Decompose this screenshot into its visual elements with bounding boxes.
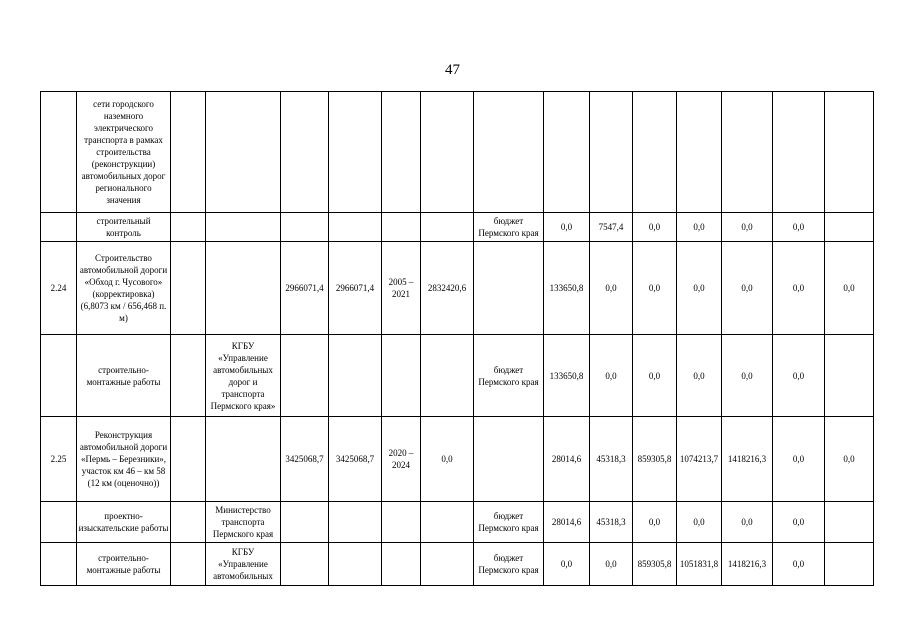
cost-estimate-cell: [329, 502, 382, 543]
value-1-cell: 0,0: [544, 213, 590, 242]
period-cell: 2020 – 2024: [382, 417, 421, 502]
value-3-cell: 859305,8: [633, 543, 677, 586]
value-1-cell: 0,0: [544, 543, 590, 586]
funding-source-cell: бюджет Пермского края: [474, 213, 544, 242]
row-number-cell: [41, 335, 77, 417]
value-5-cell: 1418216,3: [722, 543, 773, 586]
value-7-cell: [825, 92, 874, 213]
table-row: [41, 92, 874, 213]
value-4-cell: 1074213,7: [677, 417, 722, 502]
value-6-cell: 0,0: [773, 335, 825, 417]
value-7-cell: [825, 502, 874, 543]
value-5-cell: 0,0: [722, 242, 773, 335]
value-2-cell: 0,0: [590, 335, 633, 417]
value-5-cell: [722, 92, 773, 213]
value-2-cell: 0,0: [590, 242, 633, 335]
cost-estimate-cell: [329, 213, 382, 242]
table-row: [41, 213, 874, 242]
balance-cell: [421, 335, 474, 417]
executor-cell: [206, 92, 281, 213]
funding-source-cell: [474, 417, 544, 502]
value-3-cell: 0,0: [633, 242, 677, 335]
row-number-cell: [41, 92, 77, 213]
balance-cell: [421, 502, 474, 543]
cost-total-cell: [281, 543, 329, 586]
page-number: 47: [445, 62, 460, 78]
period-cell: [382, 335, 421, 417]
value-5-cell: 0,0: [722, 335, 773, 417]
value-5-cell: 0,0: [722, 213, 773, 242]
value-6-cell: 0,0: [773, 213, 825, 242]
value-6-cell: 0,0: [773, 543, 825, 586]
cost-total-cell: [281, 92, 329, 213]
value-4-cell: 0,0: [677, 335, 722, 417]
funding-source-cell: бюджет Пермского края: [474, 335, 544, 417]
empty-cell-cell: [171, 242, 206, 335]
balance-cell: [421, 92, 474, 213]
executor-cell: КГБУ «Управление автомобильных: [206, 543, 281, 586]
executor-cell: [206, 213, 281, 242]
balance-cell: 0,0: [421, 417, 474, 502]
value-1-cell: 133650,8: [544, 242, 590, 335]
cost-total-cell: [281, 335, 329, 417]
value-7-cell: [825, 543, 874, 586]
period-cell: [382, 502, 421, 543]
cost-estimate-cell: 3425068,7: [329, 417, 382, 502]
value-6-cell: 0,0: [773, 502, 825, 543]
value-2-cell: 45318,3: [590, 417, 633, 502]
period-cell: 2005 – 2021: [382, 242, 421, 335]
cost-estimate-cell: [329, 543, 382, 586]
value-6-cell: 0,0: [773, 417, 825, 502]
value-7-cell: [825, 213, 874, 242]
period-cell: [382, 213, 421, 242]
funding-source-cell: бюджет Пермского края: [474, 502, 544, 543]
row-number-cell: [41, 502, 77, 543]
row-number-cell: [41, 213, 77, 242]
cost-total-cell: [281, 213, 329, 242]
cost-estimate-cell: [329, 335, 382, 417]
item-name-cell: Реконструкция автомобильной дороги «Пермь – Березники», участок км 46 – км 58 (12 км (оценочно)): [77, 417, 171, 502]
cost-total-cell: 2966071,4: [281, 242, 329, 335]
item-name-cell: Строительство автомобильной дороги «Обход г. Чусового» (корректировка) (6,8073 км / 656,468 п. м): [77, 242, 171, 335]
cost-estimate-cell: [329, 92, 382, 213]
balance-cell: 2832420,6: [421, 242, 474, 335]
program-table: [40, 91, 874, 586]
value-2-cell: 45318,3: [590, 502, 633, 543]
table-row: [41, 242, 874, 335]
value-4-cell: 0,0: [677, 242, 722, 335]
value-3-cell: 0,0: [633, 213, 677, 242]
value-5-cell: 1418216,3: [722, 417, 773, 502]
row-number-cell: 2.25: [41, 417, 77, 502]
table-row: [41, 543, 874, 586]
cost-total-cell: 3425068,7: [281, 417, 329, 502]
value-7-cell: [825, 335, 874, 417]
funding-source-cell: бюджет Пермского края: [474, 543, 544, 586]
empty-cell-cell: [171, 92, 206, 213]
value-5-cell: 0,0: [722, 502, 773, 543]
executor-cell: [206, 417, 281, 502]
funding-source-cell: [474, 92, 544, 213]
value-3-cell: 0,0: [633, 335, 677, 417]
table-row: [41, 502, 874, 543]
value-1-cell: 28014,6: [544, 417, 590, 502]
item-name-cell: проектно-изыскательские работы: [77, 502, 171, 543]
table-row: [41, 335, 874, 417]
value-4-cell: 0,0: [677, 502, 722, 543]
value-7-cell: 0,0: [825, 417, 874, 502]
value-4-cell: 1051831,8: [677, 543, 722, 586]
executor-cell: [206, 242, 281, 335]
value-6-cell: [773, 92, 825, 213]
row-number-cell: 2.24: [41, 242, 77, 335]
item-name-cell: строительно-монтажные работы: [77, 543, 171, 586]
value-1-cell: 133650,8: [544, 335, 590, 417]
period-cell: [382, 543, 421, 586]
executor-cell: КГБУ «Управление автомобильных дорог и транспорта Пермского края»: [206, 335, 281, 417]
value-7-cell: 0,0: [825, 242, 874, 335]
period-cell: [382, 92, 421, 213]
item-name-cell: строительно-монтажные работы: [77, 335, 171, 417]
value-3-cell: 0,0: [633, 502, 677, 543]
row-number-cell: [41, 543, 77, 586]
value-3-cell: 859305,8: [633, 417, 677, 502]
executor-cell: Министерство транспорта Пермского края: [206, 502, 281, 543]
value-3-cell: [633, 92, 677, 213]
empty-cell-cell: [171, 502, 206, 543]
cost-total-cell: [281, 502, 329, 543]
value-6-cell: 0,0: [773, 242, 825, 335]
balance-cell: [421, 543, 474, 586]
value-4-cell: 0,0: [677, 213, 722, 242]
item-name-cell: строительный контроль: [77, 213, 171, 242]
value-2-cell: 0,0: [590, 543, 633, 586]
empty-cell-cell: [171, 417, 206, 502]
table-row: [41, 417, 874, 502]
funding-source-cell: [474, 242, 544, 335]
empty-cell-cell: [171, 543, 206, 586]
item-name-cell: сети городского наземного электрического транспорта в рамках строительства (реконструкции) автомобильных дорог регионального значения: [77, 92, 171, 213]
value-4-cell: [677, 92, 722, 213]
value-1-cell: 28014,6: [544, 502, 590, 543]
value-2-cell: [590, 92, 633, 213]
empty-cell-cell: [171, 335, 206, 417]
value-1-cell: [544, 92, 590, 213]
value-2-cell: 7547,4: [590, 213, 633, 242]
balance-cell: [421, 213, 474, 242]
cost-estimate-cell: 2966071,4: [329, 242, 382, 335]
empty-cell-cell: [171, 213, 206, 242]
